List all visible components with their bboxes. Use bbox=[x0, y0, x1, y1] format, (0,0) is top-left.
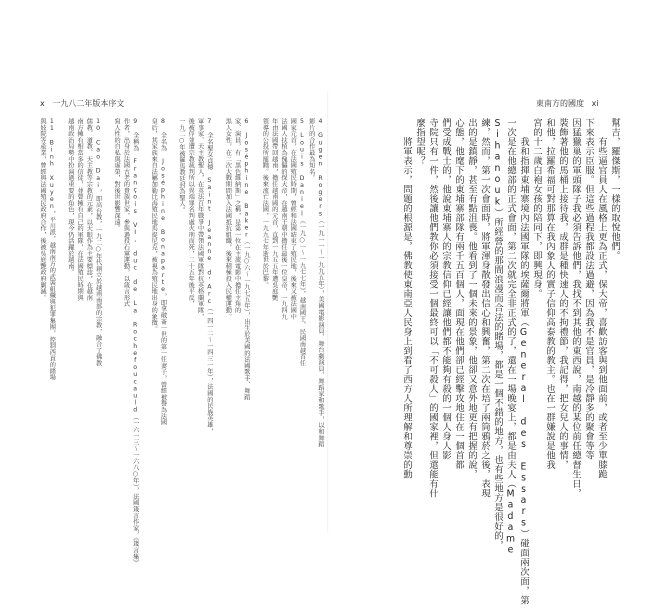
footnote-column: 與妓院等產業，曾經與法國殖民政府合作，後被吳庭艷政府剿滅。 bbox=[39, 118, 47, 301]
left-page-number: x bbox=[40, 99, 45, 108]
body-text-column: 因猛獵巢的軍頭隊子我必須告訴他們，我找不到其他的東西說，南越的某位前任總督生日， bbox=[570, 118, 581, 498]
footnote-column: 7 全名聖女貞德 Saint Jeanne d'Arc（一四一二～一四三一年），法國的民族英雄， bbox=[205, 118, 213, 435]
footnote-column: 6 Joséphine Baker（一九○六～一九七五年），出生於美國的法國歌手、舞蹈 bbox=[242, 118, 250, 401]
footnote-column: 10 Cao Dai，即高台教，一九二○年代創立於越南南部的宗教，融合了佛教 bbox=[94, 118, 102, 367]
body-text-column: 們受成戰士的，他說東埔寨人的宗教信仰已經讓他們都不能夠有殺的一個人身人影 bbox=[440, 118, 451, 460]
footnote-column: 南方擁有相當多的信徒，並曾擁有自己的軍隊，在法國殖民時期與 bbox=[76, 118, 84, 301]
body-text-column: 裝飾著他的馬桶上接待我，成群是種快速人的不拘禮節，我記得，把女兒人的事情， bbox=[557, 118, 568, 470]
body-text-column: 我和指揮東埔寨境內法國軍隊的埃薩爾將軍（General des Essars）碰面兩次面，第 bbox=[518, 118, 529, 605]
body-text-column: Sihanouk）所經營的那間浪漫而合法的賭場，都是一個不錯的地方，也有些地方是很好的， bbox=[492, 118, 503, 550]
footnote-column: 國家元首，在法國殖民時期，曾經和法國結束了殖民地，後來又被法國中 bbox=[289, 118, 297, 320]
footnote-column: 軍事家、天主教聖人，在英法百年戰爭中帶領法國軍隊對抗英格蘭軍隊， bbox=[196, 118, 204, 320]
footnote-column: 家、演員，有「黑色維納斯」之稱，是第一位在主流電影中擔任主角的 bbox=[233, 118, 241, 314]
footnote-column: 9 全稱為 François VI, duc de La Rochefoucauld（一六一三～一六八○年），法國箴言作家，《箴言集》 bbox=[131, 118, 139, 566]
right-running-title: 東南方的國度 bbox=[536, 99, 584, 108]
body-text-column: 和他，拉羅希福可對那算在我內象人的實子信仰高泰教的教主。也在一群嫌說是他我 bbox=[544, 118, 555, 470]
footnote-column: 皇后，其家族來自法屬加勒比海殖民地馬提尼克，被視為殖民地出身的象徵。 bbox=[150, 118, 158, 333]
footnote-column: 儒教、道教、天主教等宗教的元素，以天眼作為主要標誌，在越南 bbox=[85, 118, 93, 301]
footnote-column: 法國人扶植為傀儡的保大帝，在越南王朝中擔任最後一位皇帝，一九四九 bbox=[279, 118, 287, 320]
footnote-column: 一九二○年被羅馬教廷封為聖人。 bbox=[178, 118, 186, 214]
right-running-head bbox=[536, 98, 599, 109]
footnote-column: 4 Gugen Rogers（一九一一～一九九五年），美國電影演員、舞台劇演員、舞蹈家和歌手，以和舞蹈 bbox=[317, 118, 324, 448]
footnote-column: 領導的公投所罷黜。後來流亡法國，一九九七年逝世於巴黎。 bbox=[261, 118, 269, 289]
body-text-column: 心態，他麾下的東埔寨部隊有兩千五百個人，面現在他們卻已經擊攻地住在一個首都 bbox=[453, 118, 464, 470]
body-text-column: 一次是在他總部的正式會面，第二次就完全非正式的了，還在一場晚宴上，都是由夫人（Madame bbox=[505, 118, 516, 556]
footnote-column: 作者，出身於法國古老的貴族世家，參與過投石黨運動，以箴言形式 bbox=[122, 118, 130, 307]
body-text-column: 有些逼官員人在風格上更為正式，保大帝，喜歡訪客與到他面前，或者至少單膝跪 bbox=[596, 118, 607, 479]
book-gutter bbox=[327, 92, 329, 532]
body-text-column: 出的是鎮靜，甚至有點沮喪。他看到了一個未來的景象，他卻又意外地更有把握的說， bbox=[466, 118, 477, 479]
footnote-column: 年由法國帶回越南，擔任越南國的元首，直到一九五五年遭吳庭艷 bbox=[270, 118, 278, 301]
left-running-head bbox=[40, 98, 124, 109]
body-text-column: 麼指望呢？ bbox=[414, 118, 425, 166]
body-text-column: 寺院只有一件，然後讓他們教你必須接受一個最終可以「不可殺人」的國家裡，但還能有什 bbox=[427, 118, 438, 498]
footnote-column: 8 全名為 Joséphine Bonaparte，即拿破崙一世的第一任妻子，曾經被譽為法國 bbox=[159, 118, 167, 426]
body-text-column: 將軍表示，問題的根源是，佛教使東南亞人民身上到看了西方人所理解和尊崇的動 bbox=[401, 118, 412, 479]
footnote-column: 寫人性的自私與虛榮，對後世影響深遠。 bbox=[113, 118, 121, 232]
footnote-column: 影片的合作最為知名。 bbox=[307, 118, 315, 181]
body-text-column: 宮的十二歲白袍女孩的陪同下，即興現身。 bbox=[531, 118, 542, 299]
left-running-title: 一九八二年版本序文 bbox=[52, 99, 125, 108]
footnote-column: 5 Louis Daniel《一九○一～一九七七年》，越南國王、民國南越首任 bbox=[298, 118, 306, 367]
footnote-column: 黑人女性，在二次大戰期間加入法國抵抗組織，後來積極投入民權運動。 bbox=[224, 118, 232, 320]
footnote-column: 後被俘並遭宗教裁判所以異端罪名判處火刑而死，二十五年後平反， bbox=[187, 118, 195, 307]
footnote-column: 越南政治局勢中扮演過重要的角色，現今仍活躍於越南。 bbox=[66, 118, 74, 276]
footnotes-block bbox=[38, 118, 324, 566]
footnote-column: 11 Binh Xuyen，平川派，越南南方的武裝組織與犯罪集團，控制西貢的賭場 bbox=[48, 118, 56, 381]
right-page-number: xi bbox=[591, 99, 599, 108]
body-text-column: 練，然而，第一次會面時，將軍渾身散發出信心和興奮，第二次在培了兩筒鴉菸之後，表現 bbox=[479, 118, 490, 498]
main-text-block bbox=[334, 118, 620, 605]
body-text-column: 下來表示臣服。但這些過程我都設法過避，因為我不是官員，是冷靜多的聚會等等 bbox=[583, 118, 594, 460]
body-text-column: 幫吉，羅傑斯，一樣的取悅他們。 bbox=[609, 118, 620, 261]
